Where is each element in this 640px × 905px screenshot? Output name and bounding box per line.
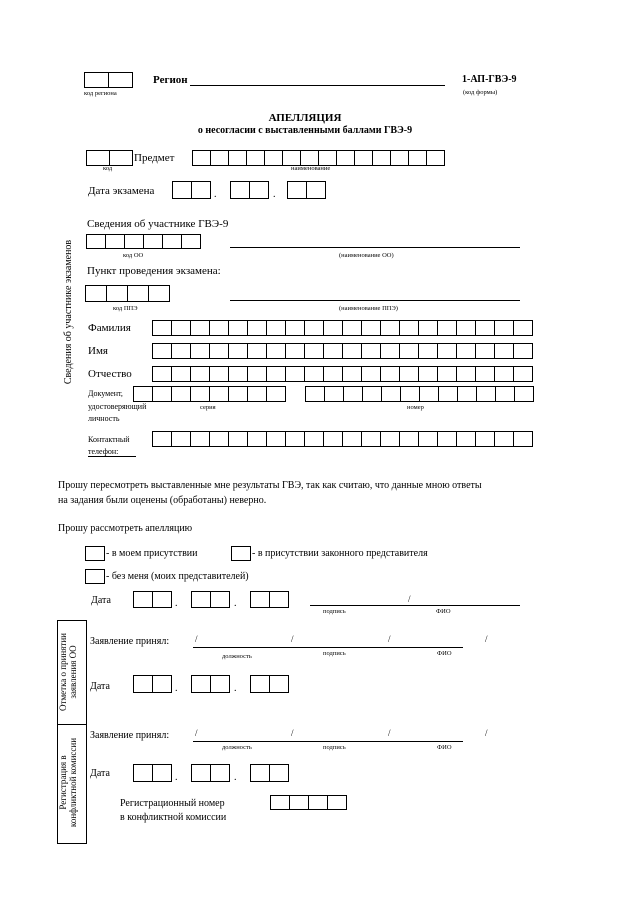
region-label: Регион [153, 74, 188, 86]
oo-mark-side-label-2: заявления ОО [67, 645, 78, 699]
presence-checkbox[interactable] [85, 546, 105, 561]
oo-slash-4: / [485, 634, 488, 644]
date-separator: . [175, 772, 178, 783]
name-label: Имя [88, 345, 108, 357]
request-signature-caption: подпись [323, 608, 346, 615]
document-label-3: личность [88, 414, 120, 423]
commission-date-label: Дата [90, 768, 110, 779]
patronymic-cells[interactable] [152, 366, 532, 382]
phone-cells[interactable] [152, 431, 532, 447]
commission-accepted-label: Заявление принял: [90, 730, 170, 741]
phone-label-1: Контактный [88, 435, 130, 444]
oo-name-caption: (наименование ОО) [339, 252, 394, 259]
commission-slash-2: / [291, 728, 294, 738]
form-code-caption: (код формы) [463, 89, 498, 96]
date-separator: . [214, 189, 217, 200]
commission-date-year-cells[interactable] [250, 764, 288, 782]
commission-fio-caption: ФИО [437, 744, 452, 751]
request-date-day-cells[interactable] [133, 591, 171, 608]
oo-signature-caption: подпись [323, 650, 346, 657]
subject-name-caption: наименование [291, 165, 331, 172]
commission-side-label-1: Регистрация в [58, 755, 68, 810]
participant-side-label: Сведения об участнике экзаменов [63, 239, 74, 385]
oo-fio-caption: ФИО [437, 650, 452, 657]
oo-date-year-cells[interactable] [250, 675, 288, 693]
participant-heading: Сведения об участнике ГВЭ-9 [87, 218, 229, 230]
reg-number-cells[interactable] [270, 795, 346, 810]
exam-date-year-cells[interactable] [287, 181, 325, 199]
commission-accepted-line[interactable] [193, 741, 463, 742]
series-caption: серия [200, 404, 216, 411]
oo-code-cells[interactable] [86, 234, 200, 249]
phone-label-2: телефон: [88, 447, 119, 456]
presence-option-label: - в моем присутствии [106, 548, 198, 559]
document-label-2: удостоверяющий [88, 402, 147, 411]
date-separator: . [234, 598, 237, 609]
subject-label: Предмет [134, 152, 175, 164]
oo-slash-1: / [195, 634, 198, 644]
exam-date-label: Дата экзамена [88, 185, 155, 197]
document-subtitle: о несогласии с выставленными баллами ГВЭ-9 [197, 125, 413, 136]
consider-heading: Прошу рассмотреть апелляцию [58, 523, 193, 534]
exam-date-month-cells[interactable] [230, 181, 268, 199]
oo-accepted-line[interactable] [193, 647, 463, 648]
request-text-line-2: на задания были оценены (обработаны) неверно. [58, 495, 267, 506]
date-separator: . [175, 683, 178, 694]
oo-date-month-cells[interactable] [191, 675, 229, 693]
oo-date-label: Дата [90, 681, 110, 692]
without-me-option-label: - без меня (моих представителей) [106, 571, 249, 582]
ppe-code-caption: код ППЭ [113, 305, 138, 312]
subject-name-cells[interactable] [192, 150, 444, 166]
subject-code-cells[interactable] [86, 150, 132, 166]
document-series-cells[interactable] [133, 386, 285, 402]
representative-checkbox[interactable] [231, 546, 251, 561]
request-date-month-cells[interactable] [191, 591, 229, 608]
oo-position-caption: должность [222, 653, 252, 660]
commission-signature-caption: подпись [323, 744, 346, 751]
date-separator: . [175, 598, 178, 609]
oo-date-day-cells[interactable] [133, 675, 171, 693]
form-code: 1-АП-ГВЭ-9 [462, 74, 517, 85]
document-title: АПЕЛЛЯЦИЯ [268, 112, 342, 124]
surname-label: Фамилия [88, 322, 131, 334]
commission-side-label [59, 725, 79, 840]
oo-name-line[interactable] [230, 247, 520, 248]
surname-cells[interactable] [152, 320, 532, 336]
exam-date-day-cells[interactable] [172, 181, 210, 199]
reg-number-label-2: в конфликтной комиссии [120, 812, 227, 823]
document-number-cells[interactable] [305, 386, 533, 402]
oo-slash-3: / [388, 634, 391, 644]
request-signature-line[interactable] [310, 605, 520, 606]
region-input-line[interactable] [190, 85, 445, 86]
region-code-caption: код региона [84, 90, 117, 97]
commission-position-caption: должность [222, 744, 252, 751]
number-caption: номер [407, 404, 424, 411]
ppe-heading: Пункт проведения экзамена: [87, 265, 221, 277]
request-date-label: Дата [91, 595, 111, 606]
reg-number-label-1: Регистрационный номер [120, 798, 225, 809]
date-separator: . [234, 683, 237, 694]
phone-underline [88, 456, 136, 457]
ppe-name-line[interactable] [230, 300, 520, 301]
ppe-code-cells[interactable] [85, 285, 169, 302]
date-separator: . [273, 189, 276, 200]
date-separator: . [234, 772, 237, 783]
representative-option-label: - в присутствии законного представителя [252, 548, 428, 559]
commission-slash-1: / [195, 728, 198, 738]
without-me-checkbox[interactable] [85, 569, 105, 584]
oo-code-caption: код ОО [123, 252, 144, 259]
commission-slash-4: / [485, 728, 488, 738]
oo-slash-2: / [291, 634, 294, 644]
document-label-1: Документ, [88, 389, 123, 398]
oo-mark-side-label-1: Отметка о принятии [58, 633, 68, 711]
request-text-line-1: Прошу пересмотреть выставленные мне результаты ГВЭ, так как считаю, что данные мною ответы [58, 480, 482, 491]
subject-code-caption: код [103, 165, 113, 172]
commission-date-day-cells[interactable] [133, 764, 171, 782]
region-code-cells[interactable] [84, 72, 132, 88]
request-slash: / [408, 594, 411, 604]
commission-date-month-cells[interactable] [191, 764, 229, 782]
commission-side-label-2: конфликтной комиссии [67, 737, 78, 828]
ppe-name-caption: (наименование ППЭ) [339, 305, 398, 312]
oo-mark-side-label [59, 622, 79, 722]
commission-slash-3: / [388, 728, 391, 738]
name-cells[interactable] [152, 343, 532, 359]
request-date-year-cells[interactable] [250, 591, 288, 608]
oo-accepted-label: Заявление принял: [90, 636, 170, 647]
request-fio-caption: ФИО [436, 608, 451, 615]
patronymic-label: Отчество [88, 368, 132, 380]
